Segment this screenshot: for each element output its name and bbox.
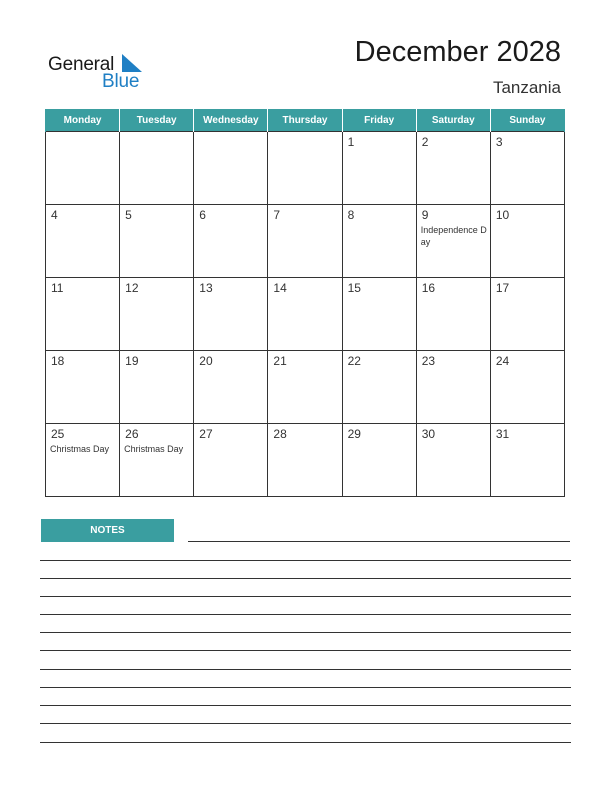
page-title: December 2028	[354, 36, 561, 68]
note-line	[188, 541, 570, 542]
day-number: 7	[273, 208, 281, 222]
day-number: 8	[347, 208, 355, 222]
day-number: 2	[421, 135, 429, 149]
calendar-day-cell	[46, 278, 120, 351]
day-number: 23	[421, 354, 436, 368]
calendar-day-cell	[490, 278, 564, 351]
calendar-day-cell	[342, 205, 416, 278]
calendar-week-row	[46, 132, 565, 205]
day-number: 15	[347, 281, 361, 295]
logo-word-general: General	[48, 54, 115, 75]
weekday-header: Thursday	[268, 109, 342, 132]
day-number: 30	[421, 427, 436, 441]
calendar-day-cell	[46, 424, 120, 497]
calendar-day-cell	[342, 132, 416, 205]
day-number: 10	[495, 208, 510, 222]
day-number: 1	[347, 135, 355, 149]
weekday-header-row	[46, 109, 565, 132]
calendar-day-cell	[120, 424, 194, 497]
day-number: 16	[421, 281, 436, 295]
calendar-day-cell	[342, 278, 416, 351]
holiday-label: Christmas Day	[124, 444, 184, 454]
note-line	[40, 560, 571, 561]
calendar-day-cell	[194, 132, 268, 205]
calendar-day-cell	[416, 424, 490, 497]
weekday-header: Wednesday	[194, 109, 268, 132]
calendar-day-cell	[342, 424, 416, 497]
calendar-day-cell	[268, 132, 342, 205]
calendar-day-cell	[120, 278, 194, 351]
calendar-day-cell	[490, 205, 564, 278]
calendar-day-cell	[268, 351, 342, 424]
note-line	[40, 687, 571, 688]
note-line	[40, 632, 571, 633]
weekday-header: Monday	[46, 109, 120, 132]
calendar-day-cell	[194, 351, 268, 424]
day-number: 5	[125, 208, 132, 222]
note-line	[40, 650, 571, 651]
note-line	[40, 596, 571, 597]
day-number: 14	[273, 281, 287, 295]
calendar-day-cell	[416, 278, 490, 351]
day-number: 4	[51, 208, 58, 222]
day-number: 18	[51, 354, 65, 368]
calendar-day-cell	[416, 351, 490, 424]
day-number: 24	[495, 354, 510, 368]
day-number: 11	[51, 281, 64, 295]
calendar-day-cell	[342, 351, 416, 424]
note-line	[40, 723, 571, 724]
day-number: 3	[495, 135, 503, 149]
calendar-day-cell	[120, 132, 194, 205]
calendar-day-cell	[46, 205, 120, 278]
day-number: 13	[199, 281, 213, 295]
logo-triangle-icon	[120, 54, 142, 72]
weekday-header: Saturday	[416, 109, 490, 132]
calendar-day-cell	[194, 205, 268, 278]
day-number: 29	[347, 427, 361, 441]
day-number: 12	[125, 281, 139, 295]
calendar-day-cell	[120, 205, 194, 278]
logo-word-blue: Blue	[102, 71, 140, 92]
day-number: 21	[273, 354, 287, 368]
country-label: Tanzania	[492, 78, 561, 97]
day-number: 28	[273, 427, 287, 441]
calendar-grid	[45, 109, 565, 497]
day-number: 9	[421, 208, 429, 222]
day-number: 22	[347, 354, 361, 368]
calendar-week-row	[46, 278, 565, 351]
holiday-label: Christmas Day	[50, 444, 110, 454]
calendar-day-cell	[194, 424, 268, 497]
note-line	[40, 669, 571, 670]
day-number: 27	[199, 427, 213, 441]
generalblue-logo	[48, 52, 158, 94]
calendar-week-row	[46, 424, 565, 497]
day-number: 31	[495, 427, 510, 441]
day-number: 25	[51, 427, 65, 441]
weekday-header: Sunday	[490, 109, 564, 132]
day-number: 17	[495, 281, 510, 295]
calendar-day-cell	[268, 278, 342, 351]
day-number: 26	[125, 427, 139, 441]
day-number: 20	[199, 354, 213, 368]
weekday-header: Tuesday	[120, 109, 194, 132]
calendar-day-cell	[416, 132, 490, 205]
calendar-day-cell	[416, 205, 490, 278]
holiday-label: Independence Day	[420, 225, 487, 247]
weekday-header: Friday	[342, 109, 416, 132]
calendar-week-row	[46, 205, 565, 278]
calendar-day-cell	[490, 132, 564, 205]
calendar-day-cell	[268, 205, 342, 278]
day-number: 6	[199, 208, 206, 222]
note-line	[40, 742, 571, 743]
notes-label: NOTES	[41, 519, 174, 542]
calendar-day-cell	[120, 351, 194, 424]
calendar-day-cell	[490, 351, 564, 424]
note-line	[40, 705, 571, 706]
note-line	[40, 614, 571, 615]
calendar-day-cell	[490, 424, 564, 497]
calendar-day-cell	[194, 278, 268, 351]
calendar-week-row	[46, 351, 565, 424]
calendar-day-cell	[46, 351, 120, 424]
calendar-day-cell	[46, 132, 120, 205]
note-line	[40, 578, 571, 579]
calendar-day-cell	[268, 424, 342, 497]
day-number: 19	[125, 354, 139, 368]
